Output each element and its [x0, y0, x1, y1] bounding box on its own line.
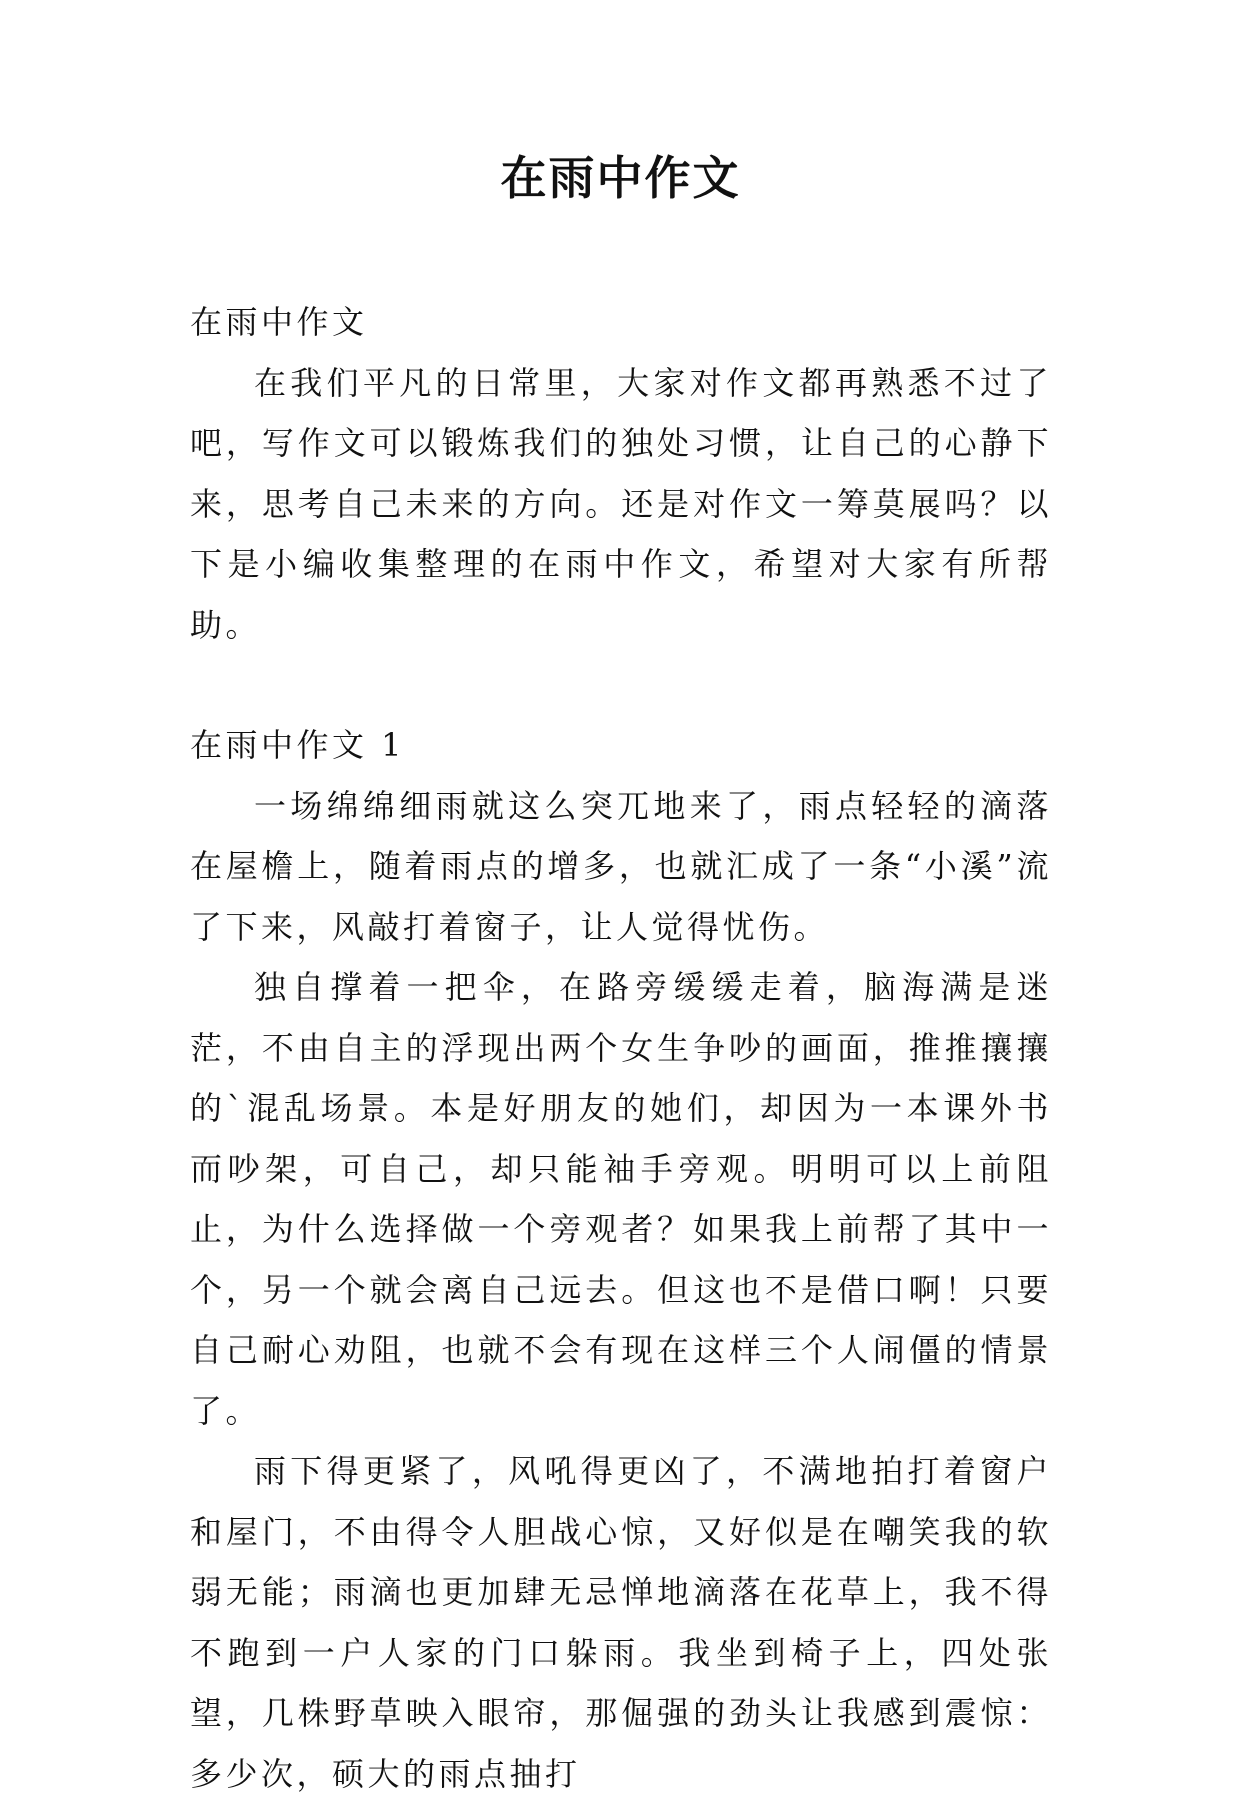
body-paragraph-2: 独自撑着一把伞，在路旁缓缓走着，脑海满是迷茫，不由自主的浮现出两个女生争吵的画面，推推攘攘的`混乱场景。本是好朋友的她们，却因为一本课外书而吵架，可自己，却只能袖手旁观。明明可以上前阻止，为什么选择做一个旁观者？如果我上前帮了其中一个，另一个就会离自己远去。但这也不是借口啊！只要自己耐心劝阻，也就不会有现在这样三个人闹僵的情景了。	[190, 968, 1052, 1430]
body-paragraph-3: 雨下得更紧了，风吼得更凶了，不满地拍打着窗户和屋门，不由得令人胆战心惊，又好似是在嘲笑我的软弱无能；雨滴也更加肆无忌惮地滴落在花草上，我不得不跑到一户人家的门口躲雨。我坐到椅子上，四处张望，几株野草映入眼帘，那倔强的劲头让我感到震惊：多少次，硕大的雨点抽打	[190, 1452, 1052, 1793]
document-body	[190, 292, 1052, 1804]
body-paragraph-1: 一场绵绵细雨就这么突兀地来了，雨点轻轻的滴落在屋檐上，随着雨点的增多，也就汇成了一条“小溪”流了下来，风敲打着窗子，让人觉得忧伤。	[190, 786, 1052, 946]
section-heading: 在雨中作文 1	[190, 726, 406, 764]
subtitle: 在雨中作文	[190, 303, 368, 341]
paragraph-gap	[190, 655, 1052, 715]
intro-paragraph: 在我们平凡的日常里，大家对作文都再熟悉不过了吧，写作文可以锻炼我们的独处习惯，让自己的心静下来，思考自己未来的方向。还是对作文一筹莫展吗？以下是小编收集整理的在雨中作文，希望对大家有所帮助。	[190, 363, 1052, 644]
document-title: 在雨中作文	[500, 151, 741, 205]
